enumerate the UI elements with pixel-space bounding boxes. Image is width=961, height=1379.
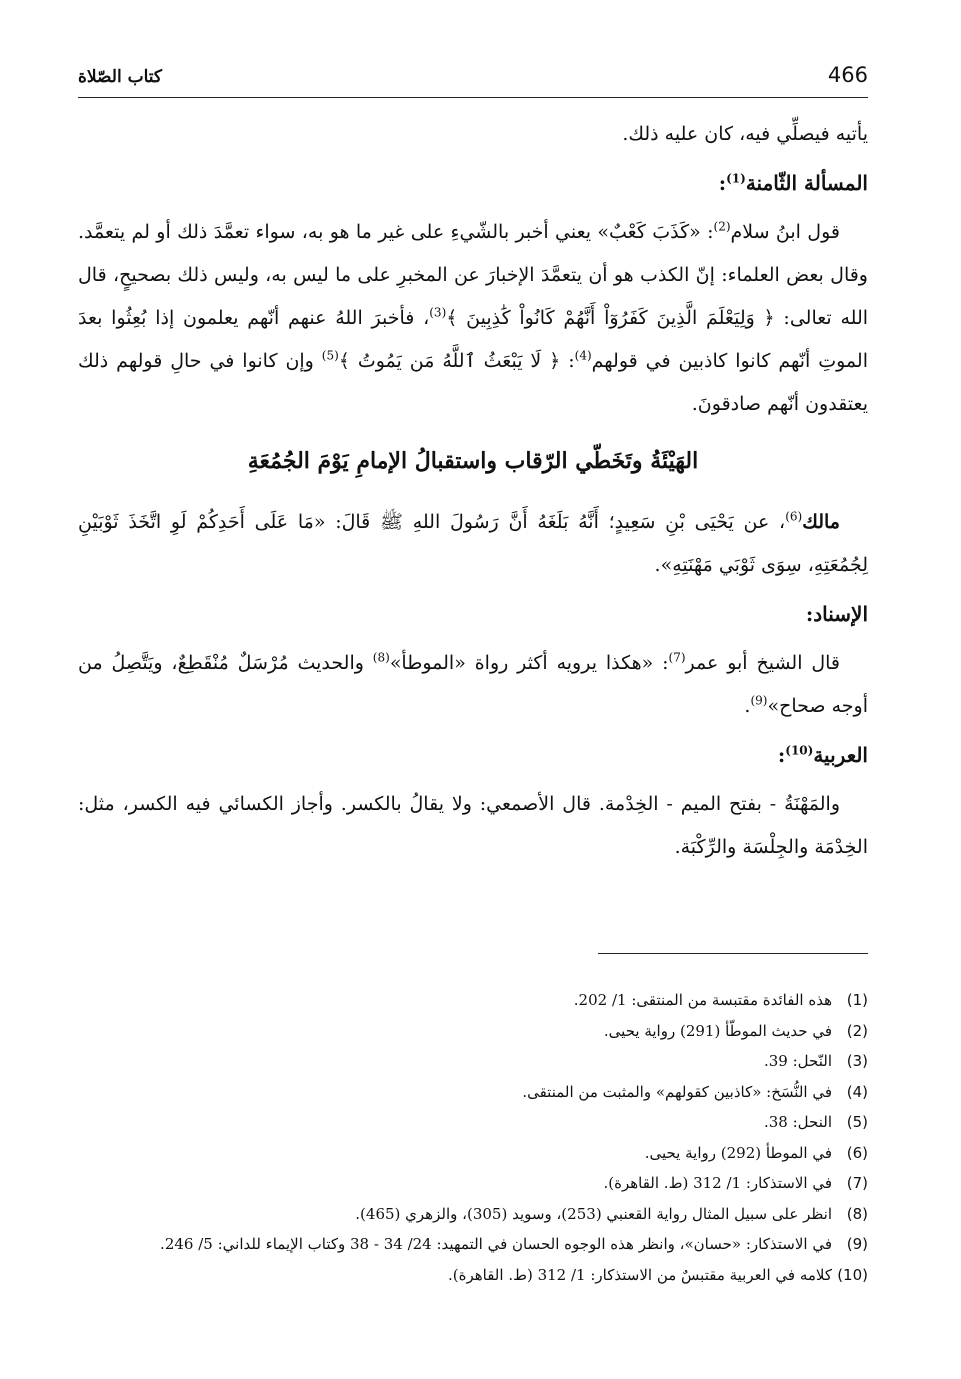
footnote-number: (7) [846,1174,868,1192]
footnote-reference[interactable]: (8) [372,650,390,665]
footnote-reference[interactable]: (5) [321,348,339,363]
footnote-text: انظر على سبيل المثال رواية القعنبي (253)، وسويد (305)، والزهري (465). [355,1204,832,1223]
footnote-reference[interactable]: (6) [785,509,803,524]
page-header [78,63,868,98]
paragraph-text: والمَهْنَةُ - بفتح الميم - الخِدْمة. قال الأصمعي: ولا يقالُ بالكسر. وأجاز الكسائي فيه الكسر، مثل: الخِدْمَة والجِلْسَة والرِّكْبَة. [78,793,868,858]
paragraph-text: والحديث مُرْسَلٌ مُنْقَطِعٌ، ويَتَّصِلُ من أوجه صحاح» [78,652,868,717]
footnote-item [78,1229,868,1260]
heading-colon: : [777,743,786,767]
footnote-reference[interactable]: (7) [668,650,686,665]
quran-quote: : ﴿ لَا يَبْعَثُ ٱللَّهُ مَن يَمُوتُ ﴾ [338,350,575,372]
paragraph-text: : «هكذا يرويه أكثر رواة «الموطأ» [389,652,669,674]
footnote-item [78,1168,868,1199]
footnote-divider [598,953,868,954]
footnote-number: (2) [846,1021,868,1040]
paragraph-kadhib [78,211,868,426]
footnote-item [78,985,868,1016]
footnote-text: النّحل: 39. [763,1052,832,1070]
paragraph-hadith [78,501,868,587]
heading-text: المسألة الثّامنة [745,171,868,195]
narrator-name: مالك [802,511,840,533]
paragraph-isnad [78,642,868,728]
footnote-item [78,1077,868,1108]
footnote-number: (5) [846,1113,868,1131]
footnote-item [78,1138,868,1169]
footnote-item [78,1016,868,1047]
footnote-text: في الاستذكار: «حسان»، وانظر هذه الوجوه الحسان في التمهيد: 24/ 34 - 38 وكتاب الإيماء للداني: 5/ 246. [160,1235,832,1253]
chapter-title [78,440,868,483]
footnote-text: كلامه في العربية مقتبسٌ من الاستذكار: 1/ 312 (ط. القاهرة). [447,1265,832,1284]
paragraph-text: يأتيه فيصلِّي فيه، كان عليه ذلك. [622,123,868,145]
heading-colon: : [718,171,727,195]
page-number: 466 [827,63,868,87]
section-heading-arabiya [78,734,868,777]
running-title: كتاب الصّلاة [78,67,163,87]
footnote-number: (4) [846,1082,868,1101]
footnote-text: في النُّسَخ: «كاذبين كقولهم» والمثبت من المنتقى. [522,1082,832,1101]
paragraph-text: وإن كانوا في حالِ قولهم ذلك يعتقدون أنّهم صادقونَ. [78,350,868,415]
paragraph-text: : «كَذَبَ كَعْبٌ» يعني أخبر بالشّيءِ على غير ما هو به، سواء تعمَّدَ ذلك أو لم يتعمَّد. وقال بعض العلماء: إنّ الكذب هو أن يتعمَّدَ الإخبارَ عن المخبرِ على ما ليس به، وليس ذلك بصحيحٍ، قال الله تعالى: ﴿ وَلِيَعْلَمَ الَّذِينَ كَفَرُوٓاْ أَنَّهُمْ كَانُواْ كَٰذِبِينَ ﴾ [78,221,869,329]
footnote-item [78,1260,868,1291]
section-heading-question-8 [78,162,868,205]
paragraph-text: ، فأخبرَ اللهُ عنهم أنّهم يعلمون إذا بُعِثُوا بعدَ الموتِ أنّهم كانوا كاذبين في قولهم [78,307,868,372]
footnote-text: هذه الفائدة مقتبسة من المنتقى: 1/ 202. [573,991,832,1009]
footnote-reference[interactable]: (1) [726,171,746,186]
paragraph-continuation [78,113,868,156]
footnote-number: (9) [846,1235,868,1253]
footnote-text: في حديث الموطّأ (291) رواية يحيى. [603,1021,832,1040]
footnote-text: في الموطأ (292) رواية يحيى. [644,1143,832,1162]
footnote-reference[interactable]: (9) [750,693,768,708]
heading-text: العربية [813,743,868,767]
main-text [78,113,868,869]
footnote-number: (6) [846,1143,868,1162]
chapter-title-text: الهَيْئَةُ وتَخَطّي الرّقاب واستقبالُ الإمامِ يَوْمَ الجُمُعَةِ [247,448,699,474]
hadith-text: ، عن يَحْيَى بْنِ سَعِيدٍ؛ أَنَّهُ بَلَغَهُ أَنَّ رَسُولَ اللهِ ﷺ قَالَ: «مَا عَلَى أَحَدِكُمْ لَوِ اتَّخَذَ ثَوْبَيْنِ لِجُمُعَتِهِ، سِوَى ثَوْبَي مَهْنَتِهِ». [78,511,868,576]
footnote-number: (3) [846,1052,868,1070]
footnote-reference[interactable]: (10) [785,743,814,758]
footnote-number: (1) [846,991,868,1009]
footnote-reference[interactable]: (2) [713,219,731,234]
paragraph-text: قال الشيخ أبو عمر [685,652,841,674]
heading-text: الإسناد: [805,602,868,626]
footnote-reference[interactable]: (4) [574,348,592,363]
footnote-number: (10) [837,1265,868,1284]
footnote-number: (8) [846,1204,868,1223]
footnote-item [78,1199,868,1230]
paragraph-text: قول ابنُ سلام [730,221,840,243]
footnote-item [78,1107,868,1138]
paragraph-text: . [744,695,751,717]
footnote-reference[interactable]: (3) [429,305,447,320]
paragraph-arabiya [78,783,868,869]
footnote-text: في الاستذكار: 1/ 312 (ط. القاهرة). [603,1174,832,1192]
book-page [78,55,868,1355]
footnotes [78,985,868,1290]
footnote-text: النحل: 38. [763,1113,832,1131]
footnote-item [78,1046,868,1077]
section-heading-isnad [78,593,868,636]
